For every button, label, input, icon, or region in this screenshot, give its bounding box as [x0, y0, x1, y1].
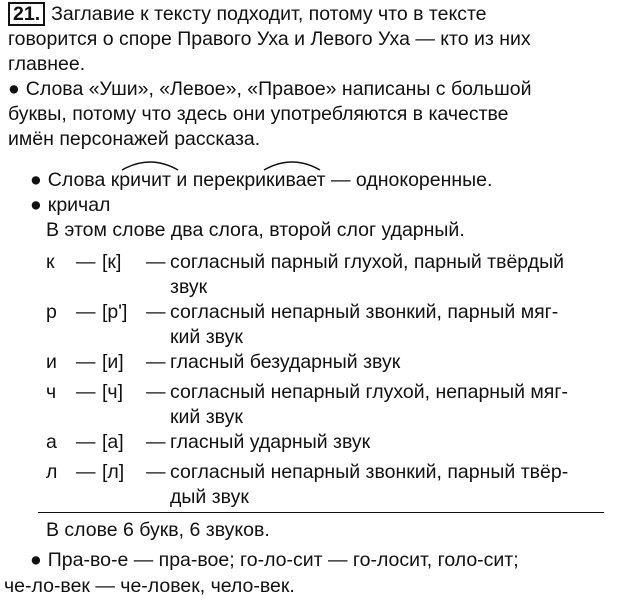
description-cont: кий звук [170, 326, 243, 348]
summary-line: В слове 6 букв, 6 звуков. [46, 519, 270, 541]
p2-text-1: Слова «Уши», «Левое», «Правое» написаны с большой [25, 78, 532, 100]
sound: [р'] [102, 301, 128, 323]
dash: — [76, 431, 96, 453]
sound: [к] [102, 251, 122, 273]
description: согласный непарный глухой, непарный мяг- [170, 381, 568, 403]
letter: л [46, 461, 58, 483]
letter: а [46, 431, 57, 453]
p1-line-3: главнее. [8, 53, 86, 75]
dash: — [146, 301, 166, 323]
dash: — [76, 301, 96, 323]
dash: — [146, 461, 166, 483]
p3-line [30, 168, 492, 192]
description: гласный ударный звук [170, 431, 371, 453]
bullet-icon: ● [8, 78, 20, 100]
dash: — [146, 251, 166, 273]
description: согласный непарный звонкий, парный мяг- [170, 301, 559, 323]
divider [38, 512, 604, 513]
task-line-1 [8, 2, 487, 26]
word-line [30, 193, 110, 217]
p2-line-3: имён персонажей рассказа. [8, 128, 261, 150]
sound: [и] [102, 351, 124, 373]
hyphen-line-1 [30, 548, 519, 572]
syllables-line: В этом слове два слога, второй слог ударный. [46, 219, 465, 241]
description-cont: дый звук [170, 486, 249, 508]
letter: и [46, 351, 57, 373]
sound: [л] [102, 461, 125, 483]
letter: к [46, 251, 55, 273]
dash: — [146, 431, 166, 453]
description: согласный непарный звонкий, парный твёр- [170, 461, 569, 483]
dash: — [76, 461, 96, 483]
description: гласный безударный звук [170, 351, 401, 373]
hyphen-line-2: че-ло-век — че-ловек, чело-век. [4, 575, 295, 597]
dash: — [146, 381, 166, 403]
p3-text: Слова кричит и перекрикивает — однокоренные. [47, 169, 493, 191]
bullet-icon: ● [30, 169, 42, 191]
p1-line-1: Заглавие к тексту подходит, потому что в тексте [51, 3, 487, 25]
p2-line-1 [8, 77, 531, 101]
bullet-icon: ● [30, 549, 42, 571]
bullet-icon: ● [30, 194, 42, 216]
analysed-word: кричал [47, 194, 111, 216]
sound: [а] [102, 431, 124, 453]
letter: ч [46, 381, 57, 403]
sound: [ч] [102, 381, 123, 403]
dash: — [146, 351, 166, 373]
dash: — [76, 251, 96, 273]
dash: — [76, 381, 96, 403]
p2-line-2: буквы, потому что здесь они употребляются в качестве [8, 103, 509, 125]
description-cont: кий звук [170, 406, 243, 428]
letter: р [46, 301, 57, 323]
description: согласный парный глухой, парный твёрдый [170, 251, 564, 273]
hyphen-text-1: Пра-во-е — пра-вое; го-ло-сит — го-лосит, голо-сит; [47, 549, 519, 571]
p1-line-2: говорится о споре Правого Уха и Левого Уха — кто из них [8, 28, 531, 50]
task-number: 21. [8, 2, 45, 26]
dash: — [76, 351, 96, 373]
description-cont: звук [170, 276, 208, 298]
